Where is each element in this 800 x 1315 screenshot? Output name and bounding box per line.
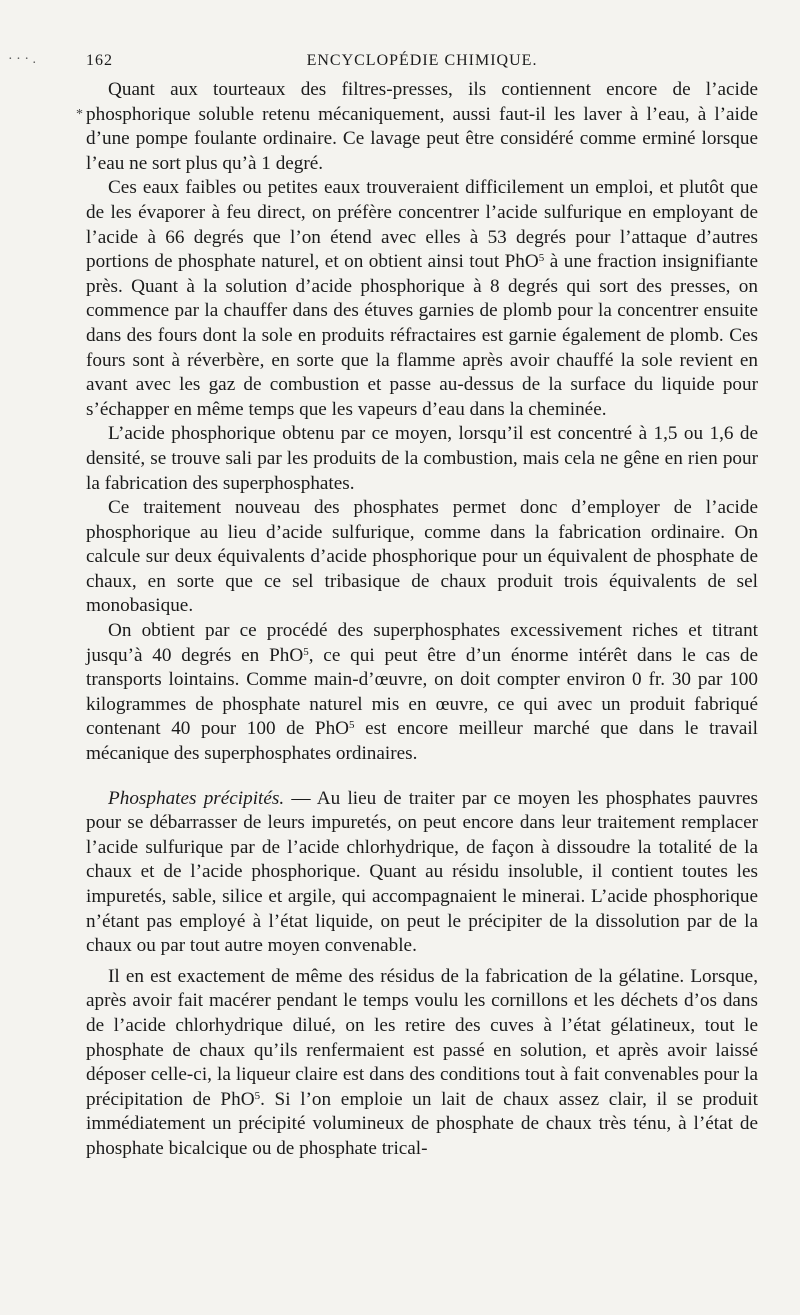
superscript: 5 bbox=[303, 645, 309, 658]
paragraph bbox=[86, 619, 758, 767]
page bbox=[86, 50, 758, 1162]
text-run: L’acide phosphorique obtenu par ce moyen, lorsqu’il est concentré à 1,5 ou 1,6 de densité, se trouve sali par les produits de la combustion, mais cela ne gêne en rien pour la fabrication des superphosphates. bbox=[86, 423, 758, 494]
section-runin-heading: Phosphates précipités. bbox=[108, 787, 285, 809]
text-run: . Si l’on emploie un lait de chaux assez clair, il se produit immédiatement un précipité volumineux de phosphate de chaux très ténu, à l’état de phosphate bicalcique ou de phosphate trical- bbox=[86, 1088, 758, 1159]
superscript: 5 bbox=[349, 719, 355, 732]
paragraph bbox=[86, 496, 758, 619]
text-run: Quant aux tourteaux des filtres-presses, ils contiennent encore de l’acide phosphorique soluble retenu mécaniquement, aussi faut-il les laver à l’eau, à l’aide d’une pompe foulante ordinaire. Ce lavage peut être considéré comme erminé lorsque l’eau ne sort plus qu’à 1 degré. bbox=[86, 79, 758, 174]
paragraph bbox=[86, 965, 758, 1162]
text-run: On obtient par ce procédé des superphosphates excessivement riches et titrant jusqu’à 40 degrés en PhO bbox=[86, 620, 758, 666]
superscript: 5 bbox=[538, 252, 545, 265]
superscript: 5 bbox=[254, 1089, 261, 1102]
text-run: Ces eaux faibles ou petites eaux trouveraient difficilement un emploi, et plutôt que de les évaporer à feu direct, on préfère concentrer l’acide sulfurique en employant de l’acide à 66 degrés que l’on étend avec elles à 53 degrés pour l’attaque d’autres portions de phosphate naturel, et on obtient ainsi tout PhO bbox=[86, 177, 758, 273]
page-header bbox=[86, 50, 758, 78]
body-text bbox=[86, 78, 758, 1162]
text-run: à une fraction insignifiante près. Quant à la solution d’acide phosphorique à 8 degrés qui sort des presses, on commence par la chauffer dans des étuves garnies de plomb pour la concentrer ensuite dans des fours dont la sole en produits réfractaires est garnie également de plomb. Ces fours sont à réverbère, en sorte que la flamme après avoir chauffé la sole revient en avant avec les gaz de combustion et passe au-dessus de la surface du liquide pour s’échapper en même temps que les vapeurs d’eau dans la cheminée. bbox=[86, 251, 758, 420]
page-number: 162 bbox=[86, 52, 113, 69]
paragraph bbox=[86, 787, 758, 959]
margin-asterisk: * bbox=[76, 107, 83, 122]
text-run: Il en est exactement de même des résidus de la fabrication de la gélatine. Lorsque, après avoir fait macérer pendant le temps voulu les cornillons et les déchets d’os dans de l’acide chlorhydrique dilué, on les retire des cuves à l’état gélatineux, tout le phosphate de chaux qu’ils renfermaient est passé en solution, et après avoir laissé déposer celle-ci, la liqueur claire est dans des conditions tout à fait convenables pour la précipitation de PhO bbox=[86, 965, 758, 1110]
paragraph bbox=[86, 422, 758, 496]
text-run: , ce qui peut être d’un énorme intérêt dans le cas de transports lointains. Comme main-d’œuvre, on doit compter environ 0 fr. 30 par 100 kilogrammes de phosphate naturel mis en œuvre, ce qui avec un produit fabriqué contenant 40 pour 100 de PhO bbox=[86, 644, 759, 740]
paragraph bbox=[86, 176, 758, 422]
running-title: ENCYCLOPÉDIE CHIMIQUE. bbox=[306, 52, 538, 69]
margin-dots: · · · . bbox=[8, 52, 36, 67]
paragraph bbox=[86, 78, 758, 176]
text-run: est encore meilleur marché que dans le travail mécanique des superphosphates ordinaires. bbox=[86, 718, 758, 765]
text-run: — Au lieu de traiter par ce moyen les phosphates pauvres pour se débarrasser de leurs impuretés, on peut encore dans leur traitement remplacer l’acide sulfurique par de l’acide chlorhydrique, de façon à dissoudre la totalité de la chaux et de l’acide phosphorique. Quant au résidu insoluble, il contient toutes les impuretés, sable, silice et argile, qui accompagnaient le minerai. L’acide phosphorique n’étant pas employé à l’état liquide, on peut le précipiter de la dissolution par de la chaux ou par tout autre moyen convenable. bbox=[86, 787, 758, 957]
text-run: Ce traitement nouveau des phosphates permet donc d’employer de l’acide phosphorique au lieu d’acide sulfurique, comme dans la fabrication ordinaire. On calcule sur deux équivalents d’acide phosphorique pour un équivalent de phosphate de chaux, en sorte que ce sel tribasique de chaux produit trois équivalents de sel monobasique. bbox=[86, 497, 758, 617]
